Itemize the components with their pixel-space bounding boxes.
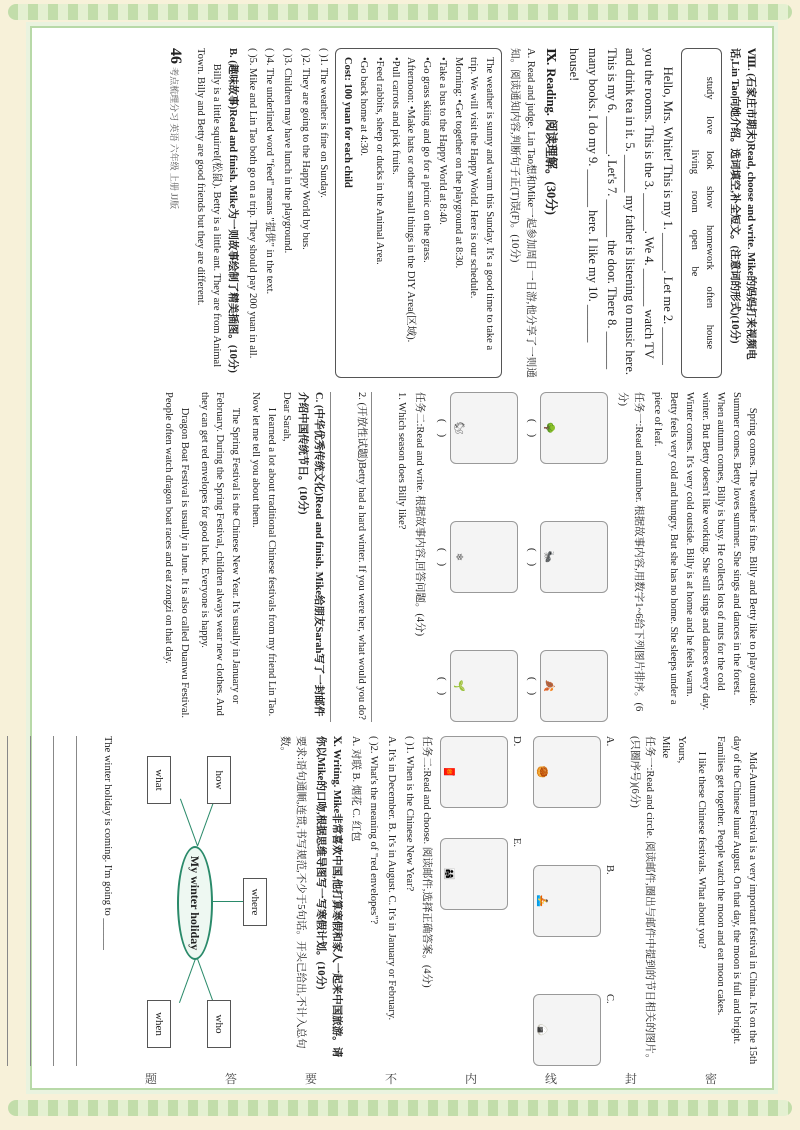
- mind-map-node: how: [207, 756, 231, 804]
- festival-picture[interactable]: E. 👨‍👩‍👧: [441, 838, 528, 910]
- column-middle: [157, 392, 761, 722]
- section-8-title: Ⅷ. (石家庄市期末)Read, choose and write. Mike的妈妈打来视频电话,Lin Tao向她介绍。选词填空,补全短文。(注意词的形式)(10分): [729, 48, 756, 360]
- letter-paragraph: The Spring Festival is the Chinese New Year. It's usually in January or February. During the Spring Festival, children always wear new clothes. And they can get red envelopes for good luck. Everyone is happy.: [198, 392, 242, 716]
- mind-map: [121, 736, 271, 1066]
- festival-picture[interactable]: B. 🚣: [533, 865, 620, 937]
- festival-pictures-row: [441, 736, 528, 1066]
- side-label: 内: [464, 1072, 477, 1086]
- part-c-title: C. (中华优秀传统文化)Read and finish. Mike给朋友Sarah写了一封邮件介绍中国传统节日。(10分): [297, 392, 324, 717]
- notice-line: •Feed rabbits, sheep or ducks in the Animal Area.: [374, 57, 385, 265]
- writing-line[interactable]: [76, 736, 97, 1066]
- statement: ( )1. The weather is fine on Sunday.: [317, 48, 329, 198]
- page-footer: [163, 48, 187, 378]
- story-pictures-row: [433, 392, 518, 722]
- mind-map-node: where: [243, 878, 267, 926]
- statement: ( )4. The underlined word "feed" means "提供" in the text.: [264, 48, 276, 295]
- mc-options: A. It's in December. B. It's in August. C. It's in January or February.: [386, 736, 397, 1021]
- writing-opening: The winter holiday is coming. I'm going to ______: [101, 736, 113, 950]
- letter-closing: Yours,: [676, 736, 687, 764]
- mc-question: ( )1. When is the Chinese New Year?: [403, 736, 415, 892]
- word-bank: study love look show homework often house living room open be: [681, 48, 723, 378]
- festival-picture[interactable]: A. 🥮: [533, 736, 620, 808]
- writing-line[interactable]: [7, 736, 28, 1066]
- notice-line: Morning: •Get together on the playground at 8:30.: [452, 57, 464, 269]
- side-label: 不: [384, 1072, 397, 1086]
- mind-map-node: what: [147, 756, 171, 804]
- letter-signature: Mike: [660, 736, 672, 759]
- mc-question: ( )2. What's the meaning of "red envelopes"?: [368, 736, 380, 925]
- question-1: 1. Which season does Billy like?: [396, 392, 408, 530]
- decorative-border-bottom: [8, 1100, 792, 1116]
- story-picture: 🌱 ( ): [433, 650, 518, 722]
- mind-map-node: when: [147, 1000, 171, 1048]
- column-left: [163, 48, 760, 378]
- judge-statements: [244, 48, 331, 378]
- decorative-border-top: [8, 4, 792, 20]
- answer-line[interactable]: [371, 392, 392, 722]
- story-picture: 🍂 ( ): [524, 650, 609, 722]
- section-9-title: Ⅸ. Reading. 阅读理解。(30分): [544, 48, 559, 215]
- side-label: 密: [704, 1072, 717, 1086]
- mind-map-center: My winter holiday: [177, 846, 213, 960]
- notice-line: The weather is sunny and warm this Sunday. It's a good time to take a trip. We will visit the Happy World. Here is our schedule.: [468, 57, 496, 351]
- statement: ( )5. Mike and Lin Tao both go on a trip. They should pay 200 yuan in all.: [246, 48, 258, 359]
- letter-paragraph: I like these Chinese festivals. What about you?: [695, 751, 707, 949]
- festival-picture[interactable]: C. 🍙: [533, 994, 620, 1066]
- section-8-passage: Hello, Mrs. White! This is my 1. ______. Let me 2. ______ you the rooms. This is the 3. ______. We 4. ______ watch TV and drink tea in it. 5. ______ my father is listening to music here. This is my 6. ______. Let's 7. ______ the door. There 8. ______ many books. I do my 9. ______ here. I like my 10. ______ house!: [567, 48, 675, 376]
- notice-line: Afternoon: •Make hats or other small things in the DIY Area(区域).: [405, 57, 417, 343]
- writing-requirements: 要求:语句通顺,连贯,书写规范,不少于5句话。开头已给出,不计入总句数。: [279, 736, 307, 1049]
- festival-picture[interactable]: D. 🧧: [441, 736, 528, 808]
- notice-cost: Cost: 100 yuan for each child: [342, 57, 354, 188]
- statement: ( )3. Children may have lunch in the playground.: [282, 48, 294, 254]
- story-picture: 🌳 ( ): [524, 392, 609, 464]
- festival-pictures-row: [533, 736, 620, 1066]
- task-1-title: 任务一:Read and number. 根据故事内容,用数字1~6给下列图片排序。(6分): [617, 392, 644, 712]
- notice-line: •Go grass skiing and go for a picnic on the grass.: [421, 57, 433, 263]
- task-c1-title: 任务一:Read and circle. 阅读邮件,圈出与邮件中提到的节日相关的图片。(只圈序号)(6分): [628, 736, 656, 1065]
- page-number: 46: [166, 48, 184, 64]
- question-2: 2. (开放性试题)Betty had a hard winter. If you were her, what would you do?: [355, 392, 367, 720]
- story-pictures-row: [524, 392, 609, 722]
- story-paragraph: Spring comes. The weather is fine. Billy and Betty like to play outside. Summer comes. Betty loves summer. She sings and dances in the forest. When autumn comes, Billy is busy. He collects lots of nuts for the cold winter. But Betty doesn't like working. She still sings and dances every day. Winter comes. It's very cold outside. Billy is at home and he feels warm. Betty feels very cold and hungry. But she has no home. She sleeps under a piece of leaf.: [652, 392, 758, 711]
- letter-greeting: Dear Sarah,: [281, 392, 293, 442]
- side-label: 要: [304, 1072, 317, 1086]
- column-right: [0, 736, 760, 1066]
- letter-paragraph: Mid-Autumn Festival is a very important festival in China. It's on the 15th day of the Chinese lunar August. On that day, the moon is full and bright. Families get together. People watch the moon and eat moon cakes.: [715, 736, 758, 1065]
- mc-options: A. 对联 B. 烟花 C. 红包: [350, 736, 362, 842]
- side-label: 线: [544, 1072, 557, 1086]
- part-b-title: B. (趣味故事)Read and finish. Mike为一则故事绘制了精美插图。(10分): [227, 48, 238, 373]
- notice-box: [335, 48, 503, 378]
- story-picture: ❄ ( ): [433, 521, 518, 593]
- side-label: 题: [144, 1072, 157, 1086]
- answer-line[interactable]: [330, 392, 351, 722]
- notice-line: •Take a bus to the Happy World at 8:40.: [437, 57, 448, 225]
- rotated-page-content: [40, 36, 760, 1076]
- part-a-title: A. Read and judge. Lin Tao想和Mike一起参加周日一日游,他分享了一则通知。阅读通知内容,判断句子正(T)误(F)。(10分): [509, 48, 536, 378]
- task-2-title: 任务二:Read and write. 根据故事内容,回答问题。(4分): [414, 392, 426, 637]
- writing-line[interactable]: [30, 736, 51, 1066]
- writing-line[interactable]: [53, 736, 74, 1066]
- side-label: 封: [624, 1072, 637, 1086]
- story-paragraph: Billy is a little squirrel(松鼠). Betty is a little ant. They are from Animal Town. Billy and Betty are good friends but they are different.: [195, 48, 223, 368]
- letter-paragraph: Dragon Boat Festival is usually in June. It is also called Duanwu Festival. People often watch dragon boat races and eat zongzi on that day.: [163, 392, 190, 719]
- story-picture: 🐿 ( ): [433, 392, 518, 464]
- notice-line: •Go back home at 4:30.: [358, 57, 370, 157]
- mind-map-node: who: [207, 1000, 231, 1048]
- side-label: 答: [224, 1072, 237, 1086]
- story-picture: 🐜 ( ): [524, 521, 609, 593]
- letter-paragraph: I learned a lot about traditional Chinese festivals from my friend Lin Tao. Now let me tell you about them.: [250, 392, 277, 717]
- footer-text: 考点梳理分习 英语 六年级 上册 JJ版: [168, 67, 179, 210]
- statement: ( )2. They are going to the Happy World by bus.: [300, 48, 311, 250]
- writing-line[interactable]: [0, 736, 5, 1066]
- task-c2-title: 任务二:Read and choose. 阅读邮件,选择正确答案。(4分): [421, 736, 433, 988]
- section-10-title: Ⅹ. Writing. Mike非常喜欢中国,他打算寒假和家人一起来中国旅游。请你以Mike的口吻,根据思维导图写一写寒假计划。(10分): [315, 736, 342, 1058]
- notice-line: •Pull carrots and pick fruits.: [389, 57, 401, 175]
